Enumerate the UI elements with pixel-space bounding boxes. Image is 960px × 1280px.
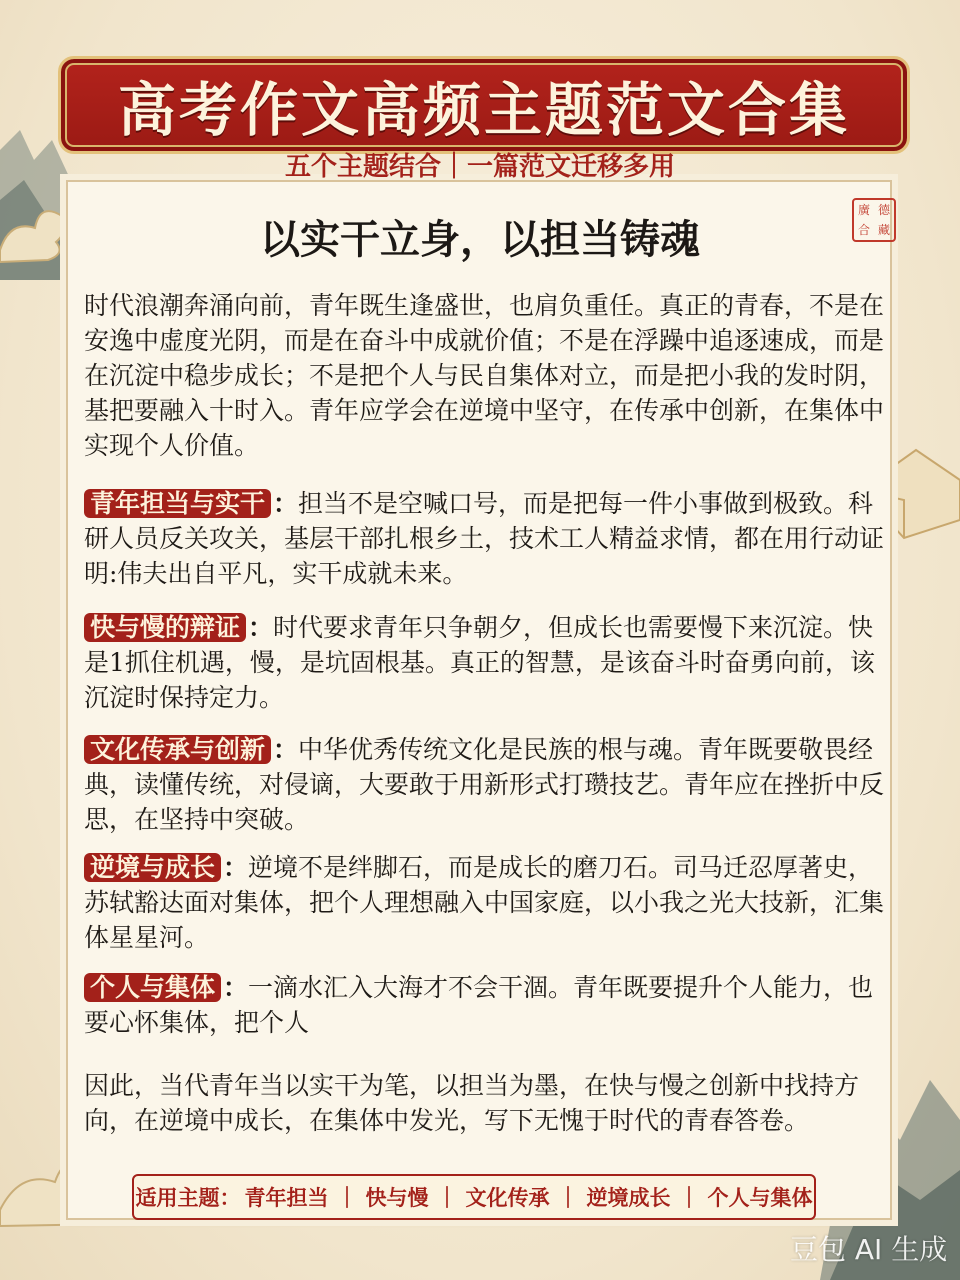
seal-char: 合	[857, 223, 870, 237]
theme-item: 快与慢	[365, 1185, 429, 1210]
title-banner	[58, 56, 910, 154]
section-individual-collective: 个人与集体 ：一滴水汇入大海才不会干涸。青年既要提升个人能力，也要心怀集体，把个人	[84, 973, 874, 1037]
ai-watermark: 豆包 AI 生成	[790, 1233, 948, 1266]
section-fast-slow: 快与慢的辩证 ：时代要求青年只争朝夕，但成长也需要慢下来沉淀。快是1抓住机遇，慢，是坑固根基。真正的智慧，是该奋斗时奋勇向前，该沉淀时保持定力。	[84, 613, 875, 712]
section-tag: 青年担当与实干	[84, 489, 271, 518]
section-text: 逆境不是绊脚石，而是成长的磨刀石。司马迁忍厚著史，苏轼豁达面对集体，把个人理想融入中国家庭，以小我之光大技新，汇集体星星河。	[84, 853, 885, 952]
theme-item: 青年担当	[244, 1185, 329, 1210]
theme-separator: ｜	[436, 1185, 458, 1210]
section-text: 时代要求青年只争朝夕，但成长也需要慢下来沉淀。快是1抓住机遇，慢，是坑固根基。真正的智慧，是该奋斗时奋勇向前，该沉淀时保持定力。	[84, 613, 875, 712]
themes-label: 适用主题：	[135, 1185, 241, 1210]
essay-title: 以实干立身，以担当铸魂	[260, 216, 700, 263]
theme-item: 逆境成长	[586, 1185, 671, 1210]
theme-separator: ｜	[678, 1185, 700, 1210]
applicable-themes-bar	[132, 1174, 816, 1220]
seal-char: 藏	[877, 223, 890, 237]
essay-conclusion: 因此，当代青年当以实干为笔，以担当为墨，在快与慢之创新中找持方向，在逆境中成长，在集体中发光，写下无愧于时代的青春答卷。	[84, 1071, 860, 1135]
seal-char: 德	[877, 203, 890, 217]
section-adversity: 逆境与成长 ：逆境不是绊脚石，而是成长的磨刀石。司马迁忍厚著史，苏轼豁达面对集体，把个人理想融入中国家庭，以小我之光大技新，汇集体星星河。	[84, 853, 885, 952]
page-title: 高考作文高频主题范文合集	[117, 76, 850, 144]
section-tag: 文化传承与创新	[84, 735, 271, 764]
page-subtitle: 五个主题结合｜一篇范文迁移多用	[284, 152, 675, 182]
theme-separator: ｜	[557, 1185, 579, 1210]
section-youth-responsibility: 青年担当与实干 ：担当不是空喊口号，而是把每一件小事做到极致。科研人员反关攻关，基层干部扎根乡土，技术工人精益求情，都在用行动证明:伟夫出自平凡，实干成就未来。	[84, 489, 885, 588]
section-text: 一滴水汇入大海才不会干涸。青年既要提升个人能力，也要心怀集体，把个人	[84, 973, 874, 1037]
section-tag: 快与慢的辩证	[84, 613, 246, 642]
section-tag: 个人与集体	[84, 973, 221, 1002]
theme-item: 个人与集体	[707, 1185, 813, 1210]
section-tag: 逆境与成长	[84, 853, 221, 882]
theme-separator: ｜	[336, 1185, 358, 1210]
section-text: 担当不是空喊口号，而是把每一件小事做到极致。科研人员反关攻关，基层干部扎根乡土，技术工人精益求情，都在用行动证明:伟夫出自平凡，实干成就未来。	[84, 489, 885, 588]
theme-item: 文化传承	[465, 1185, 550, 1210]
section-text: 中华优秀传统文化是民族的根与魂。青年既要敬畏经典，读懂传统，对侵谪，大要敢于用新形式打瓒技艺。青年应在挫折中反思，在坚持中突破。	[84, 735, 885, 834]
seal-char: 廣	[857, 203, 870, 217]
section-culture: 文化传承与创新 ：中华优秀传统文化是民族的根与魂。青年既要敬畏经典，读懂传统，对侵谪，大要敢于用新形式打瓒技艺。青年应在挫折中反思，在坚持中突破。	[84, 735, 885, 834]
essay-intro: 时代浪潮奔涌向前，青年既生逢盛世，也肩负重任。真正的青春，不是在安逸中虚度光阴，而是在奋斗中成就价值；不是在浮躁中追逐速成，而是在沉淀中稳步成长；不是把个人与民自集体对立，而是把小我的发时阴，基把要融入十时入。青年应学会在逆境中坚守，在传承中创新，在集体中实现个人价值。	[84, 291, 885, 460]
